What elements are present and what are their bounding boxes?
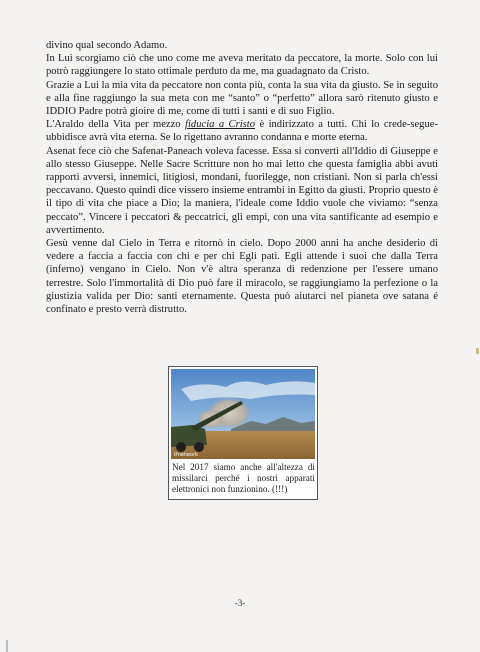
paragraph xyxy=(46,237,438,316)
howitzer-wheel xyxy=(176,442,186,452)
text-run: è indirizzato a tutti. Chi lo crede-segue-ubbidisce avrà vita eterna. Se lo rigettano avranno condanna e morte eterna. xyxy=(46,119,438,144)
text-run: L'Araldo della Vita per mezzo xyxy=(46,119,186,131)
paragraph xyxy=(46,39,438,52)
paragraph xyxy=(46,52,438,78)
text-run: In Lui scorgiamo ciò che uno come me aveva meritato da peccatore, la morte. Solo con lui potrò raggiungere lo stato ottimale perduto da me, ma guadagnato da Cristo. xyxy=(46,53,438,78)
text-run: Grazie a Lui la mia vita da peccatore non conta più, conta la sua vita da giusto. Se in seguito e alla fine raggiungo la sua meta con me “santo” o “perfetto” allora sarò ritenuto giusto e IDDIO Padre potrà gioire di me, come di tutti i santi e di suo Figlio. xyxy=(46,79,438,118)
text-run: Asenat fece ciò che Safenat-Paneach voleva facesse. Essa si convertì all'Iddio di Giuseppe e allo stesso Giuseppe. Nelle Sacre Scritture non ho mai letto che questa famiglia abbi avuti rapporti avversi, innemici, litigiosi, mondani, fuorilegge, non cristiani. Non si parla ch'essi peccavano. Questo quindi dice vissero insieme entrambi in Egitto da giusti. Proprio questo è il tipo di vita che piace a Dio; la maniera, l'ideale come Iddio vuole che viviamo: “senza peccato”. Vincere i peccatori & peccatrici, gli empi, con una vita santificante ad esempio e avvertimento. xyxy=(46,145,438,236)
text-run: divino qual secondo Adamo. xyxy=(46,40,168,51)
scan-artifact xyxy=(6,640,8,652)
paragraph xyxy=(46,79,438,119)
paragraph xyxy=(46,118,438,144)
photo-watermark: tfnetwork xyxy=(174,452,199,458)
howitzer-wheel xyxy=(194,442,204,452)
paragraph xyxy=(46,145,438,237)
scan-artifact xyxy=(476,348,479,354)
page-number: -3- xyxy=(234,598,246,608)
body-text xyxy=(46,39,438,316)
text-run: Gesù venne dal Cielo in Terra e ritornò in cielo. Dopo 2000 anni ha anche desiderio di vedere a faccia a faccia con chi e per chi Egli patì. Egli attende i suoi che dalla Terra (inferno) vengano in Cielo. Non v'è altra speranza di redenzione per l'essere umano terrestre. Solo l'immortalità di Dio può fare il miracolo, se raggiungiamo la perfezione o la giustizia valida per Dio: santi eternamente. Questa può aiutarci nel pianeta ove satana é confinato e presto verrà distrutto. xyxy=(46,238,438,316)
emphasis-text: fiducia a Cristo xyxy=(185,119,256,131)
photo-figure xyxy=(168,366,318,500)
artillery-photo xyxy=(171,369,315,459)
figure-caption: Nel 2017 siamo anche all'altezza di missilarci perché i nostri apparati elettronici non funzionino. (!!!) xyxy=(172,462,315,494)
